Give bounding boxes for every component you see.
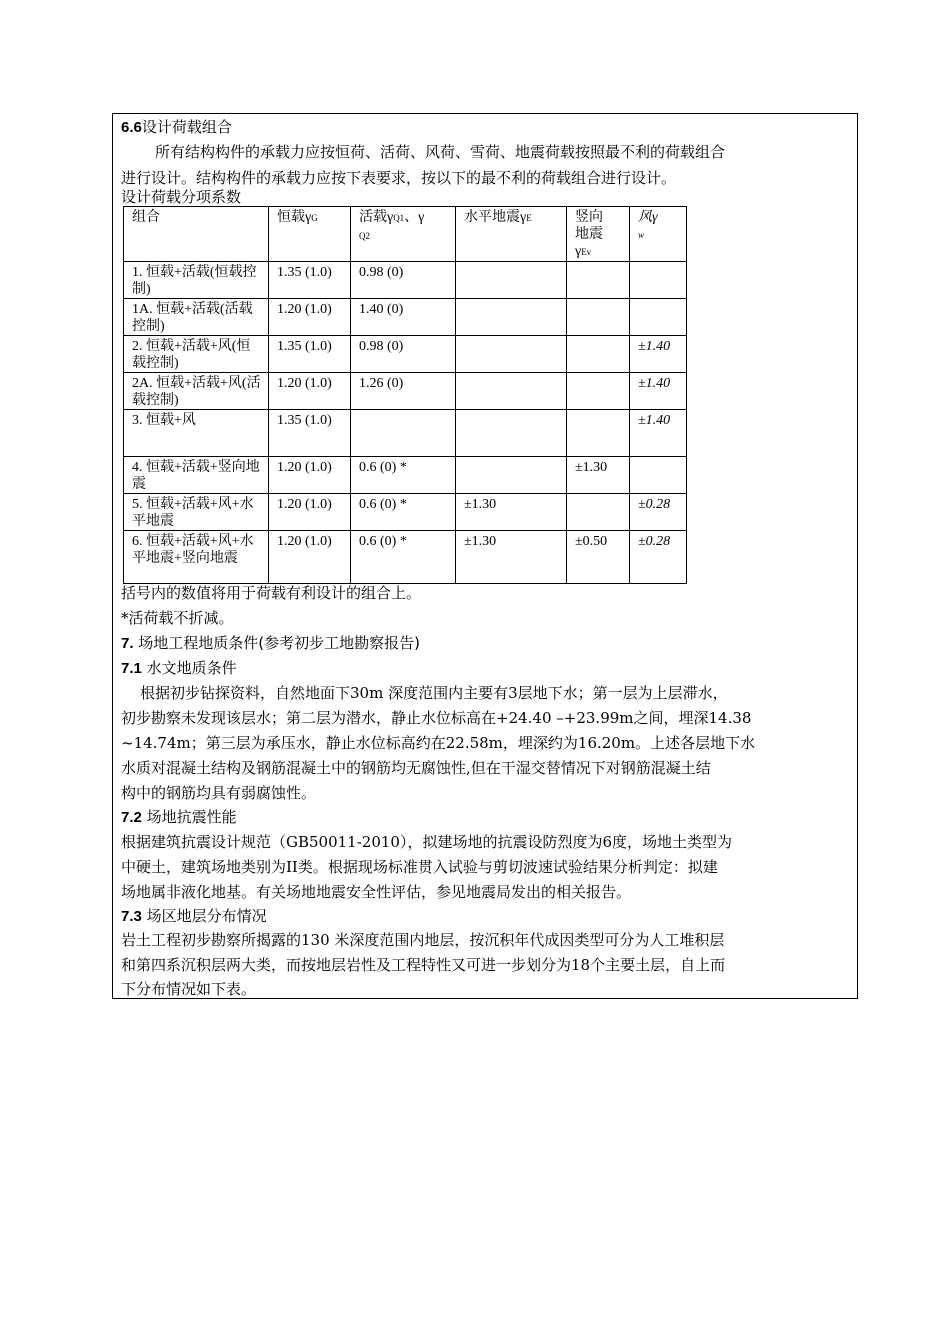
section-6-6-heading: 6.6设计荷载组合: [121, 118, 232, 136]
table-note: 括号内的数值将用于荷载有利设计的组合上。: [121, 584, 422, 602]
paragraph-line: 进行设计。结构构件的承载力应按下表要求，按以下的最不利的荷载组合进行设计。: [121, 169, 677, 187]
paragraph-line: 初步勘察未发现该层水；第二层为潜水，静止水位标高在+24.40 –+23.99m之间，埋深14.38: [121, 709, 752, 727]
table-row: 2. 恒载+活载+风(恒载控制) 1.35 (1.0) 0.98 (0) ±1.40: [124, 336, 687, 373]
paragraph-line: 所有结构构件的承载力应按恒荷、活荷、风荷、雪荷、地震荷载按照最不利的荷载组合: [155, 143, 726, 161]
paragraph-line: 下分布情况如下表。: [121, 980, 257, 998]
section-7-heading: 7. 场地工程地质条件(参考初步工地勘察报告): [121, 634, 421, 652]
table-row: 4. 恒载+活载+竖向地震 1.20 (1.0) 0.6 (0) * ±1.30: [124, 457, 687, 494]
table-row: 6. 恒载+活载+风+水平地震+竖向地震 1.20 (1.0) 0.6 (0) * ±1.30 ±0.50 ±0.28: [124, 531, 687, 584]
header-wind: 风γ w: [630, 207, 687, 262]
header-combo: 组合: [124, 207, 269, 262]
paragraph-line: ~14.74m；第三层为承压水，静止水位标高约在22.58m，埋深约为16.20m。上述各层地下水: [121, 734, 756, 752]
paragraph-line: 岩土工程初步勘察所揭露的130 米深度范围内地层，按沉积年代成因类型可分为人工堆积层: [121, 931, 725, 949]
paragraph-line: 根据初步钻探资料，自然地面下30m 深度范围内主要有3层地下水；第一层为上层滞水，: [140, 684, 728, 702]
table-header-row: [124, 207, 687, 262]
table-caption: 设计荷载分项系数: [121, 188, 242, 206]
table-row: 2A. 恒载+活载+风(活载控制) 1.20 (1.0) 1.26 (0) ±1.40: [124, 373, 687, 410]
section-7-1-heading: 7.1 水文地质条件: [121, 659, 237, 677]
paragraph-line: 和第四系沉积层两大类，而按地层岩性及工程特性又可进一步划分为18个主要土层，自上而: [121, 956, 726, 974]
paragraph-line: 中硬土，建筑场地类别为II类。根据现场标准贯入试验与剪切波速试验结果分析判定：拟建: [121, 858, 718, 876]
table-row: 3. 恒载+风 1.35 (1.0) ±1.40: [124, 410, 687, 457]
paragraph-line: 场地属非液化地基。有关场地地震安全性评估，参见地震局发出的相关报告。: [121, 883, 632, 901]
section-7-3-heading: 7.3 场区地层分布情况: [121, 907, 267, 925]
load-factor-table: [123, 206, 687, 584]
header-dead: 恒载γG: [269, 207, 351, 262]
header-live: 活载γQ1、γ Q2: [351, 207, 456, 262]
section-7-2-heading: 7.2 场地抗震性能: [121, 808, 237, 826]
table-row: 5. 恒载+活载+风+水平地震 1.20 (1.0) 0.6 (0) * ±1.30 ±0.28: [124, 494, 687, 531]
header-horizontal-quake: 水平地震γE: [456, 207, 567, 262]
table-row: 1. 恒载+活载(恒载控制) 1.35 (1.0) 0.98 (0): [124, 262, 687, 299]
table-row: 1A. 恒载+活载(活载控制) 1.20 (1.0) 1.40 (0): [124, 299, 687, 336]
paragraph-line: 构中的钢筋均具有弱腐蚀性。: [121, 784, 317, 802]
header-vertical-quake: 竖向 地震 γEv: [567, 207, 630, 262]
table-note: *活荷载不折减。: [121, 609, 234, 627]
paragraph-line: 水质对混凝土结构及钢筋混凝土中的钢筋均无腐蚀性,但在干湿交替情况下对钢筋混凝土结: [121, 759, 711, 777]
paragraph-line: 根据建筑抗震设计规范（GB50011-2010），拟建场地的抗震设防烈度为6度，场地土类型为: [121, 833, 733, 851]
